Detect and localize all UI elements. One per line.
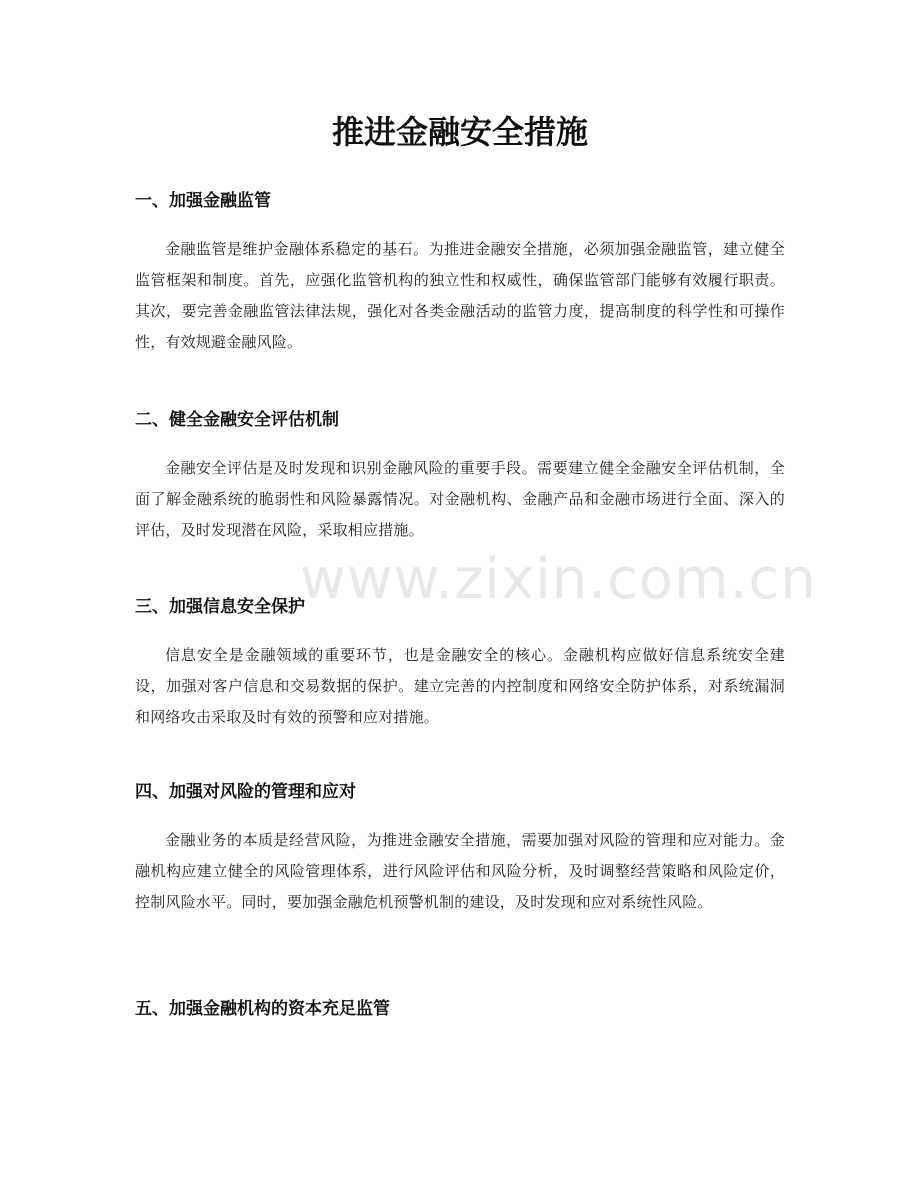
document-body [135, 186, 817, 1034]
section-paragraph: 金融监管是维护金融体系稳定的基石。为推进金融安全措施，必须加强金融监管，建立健全监管框架和制度。首先，应强化监管机构的独立性和权威性，确保监管部门能够有效履行职责。其次，要完善金融监管法律法规，强化对各类金融活动的监管力度，提高制度的科学性和可操作性，有效规避金融风险。 [135, 240, 785, 351]
watermark-text: www.zixin.com.cn [300, 547, 817, 612]
section-paragraph: 金融安全评估是及时发现和识别金融风险的重要手段。需要建立健全金融安全评估机制，全面了解金融系统的脆弱性和风险暴露情况。对金融机构、金融产品和金融市场进行全面、深入的评估，及时发现潜在风险，采取相应措施。 [135, 459, 785, 539]
section-5 [135, 994, 785, 1034]
section-heading: 三、加强信息安全保护 [135, 597, 305, 617]
section-3 [135, 592, 785, 777]
section-heading: 四、加强对风险的管理和应对 [135, 782, 356, 802]
section-2 [135, 405, 785, 592]
section-4 [135, 777, 785, 994]
section-heading: 一、加强金融监管 [135, 191, 271, 211]
section-heading: 二、健全金融安全评估机制 [135, 410, 339, 430]
section-heading: 五、加强金融机构的资本充足监管 [135, 999, 390, 1019]
section-paragraph: 信息安全是金融领域的重要环节，也是金融安全的核心。金融机构应做好信息系统安全建设，加强对客户信息和交易数据的保护。建立完善的内控制度和网络安全防护体系，对系统漏洞和网络攻击采取及时有效的预警和应对措施。 [135, 646, 785, 726]
document-title: 推进金融安全措施 [331, 113, 588, 151]
section-1 [135, 186, 785, 405]
section-paragraph: 金融业务的本质是经营风险，为推进金融安全措施，需要加强对风险的管理和应对能力。金融机构应建立健全的风险管理体系，进行风险评估和风险分析，及时调整经营策略和风险定价，控制风险水平。同时，要加强金融危机预警机制的建设，及时发现和应对系统性风险。 [135, 831, 785, 911]
